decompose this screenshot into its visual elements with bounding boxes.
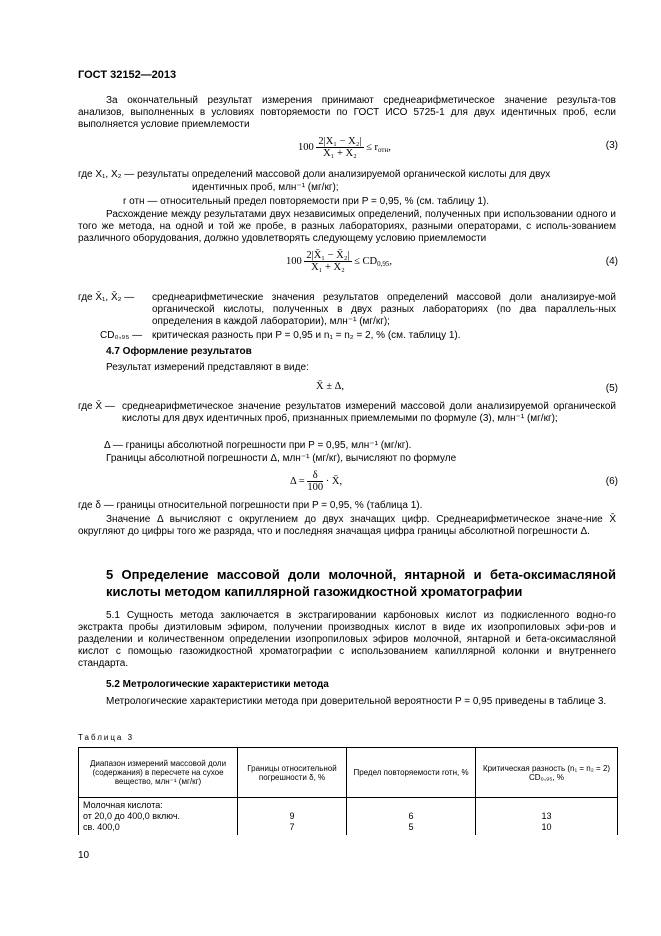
where-x-bar-term: где X̄₁, X̄₂ — xyxy=(78,292,135,303)
table-cell-delta: 7 xyxy=(289,822,295,832)
formula-6-denominator: 100 xyxy=(307,482,324,493)
paragraph-discrepancy: Расхождение между результатами двух независимых определений, полученных при использовании одного и того же метода, на одной и той же пробе, в разных лабораториях, разными операторами, с исполь-зованием различного оборудования, должно удовлетворять следующему условию приемлемости xyxy=(78,209,616,244)
formula-3-prefix: 100 xyxy=(298,141,314,153)
table-cell-cd: 13 xyxy=(541,811,552,821)
paragraph-rounding: Значение Δ вычисляют с округлением до двух значащих цифр. Среднеарифметическое значе-ние X̄ округляют до цифры того же разряда, что и последняя значащая цифра границы абсолютной погрешности Δ. xyxy=(78,514,616,537)
table-header-row xyxy=(79,748,618,798)
formula-4-denominator: X̄₁ + X̄₂ xyxy=(311,262,345,273)
table-cell-delta: 9 xyxy=(289,811,295,821)
formula-4-fraction xyxy=(304,250,351,273)
formula-6-number: (6) xyxy=(605,476,618,487)
table-cell-r: 5 xyxy=(408,822,414,832)
formula-4-numerator: 2|X̄₁ − X̄₂| xyxy=(306,250,350,261)
formula-6 xyxy=(290,470,342,493)
page-number: 10 xyxy=(78,850,90,861)
where-delta: Δ — границы абсолютной погрешности при P = 0,95, млн⁻¹ (мг/кг). xyxy=(104,440,412,451)
where-x-mean-term: где X̄ — xyxy=(78,401,115,412)
where-cd-desc: критическая разность при P = 0,95 и n₁ = n₂ = 2, % (см. таблицу 1). xyxy=(152,330,461,341)
table-caption: Таблица 3 xyxy=(78,733,135,742)
where-cd-term: CD₀,₉₅ — xyxy=(100,330,143,341)
formula-5-number: (5) xyxy=(605,383,618,394)
where-x-bar-desc: среднеарифметические значения результатов определений массовой доли анализируе-мой органической кислоты, полученных в двух разных лабораториях (по два параллель-ных определения в каждой лаборатории), млн⁻¹ (мг/кг); xyxy=(152,292,616,327)
table-header-r: Предел повторяемости rотн, % xyxy=(347,748,476,798)
table-cell-range: св. 400,0 xyxy=(83,822,120,832)
paragraph-result-form: Результат измерений представляют в виде: xyxy=(106,362,309,373)
section-4-7-heading: 4.7 Оформление результатов xyxy=(106,346,252,357)
formula-6-fraction xyxy=(307,470,323,493)
formula-3 xyxy=(298,136,391,159)
where-x1-x2: где X₁, X₂ — результаты определений массовой доли анализируемой органической кислоты для двух xyxy=(78,169,551,180)
paragraph-abs-error: Границы абсолютной погрешности Δ, млн⁻¹ (мг/кг), вычисляют по формуле xyxy=(106,453,457,464)
where-x1-x2-cont: идентичных проб, млн⁻¹ (мг/кг); xyxy=(192,182,339,193)
formula-5: X̄ ± Δ, xyxy=(316,381,344,392)
table-group-label: Молочная кислота: xyxy=(83,800,163,810)
formula-4 xyxy=(286,250,392,273)
formula-3-rhs-sub: отн xyxy=(378,145,389,154)
formula-3-number: (3) xyxy=(605,140,618,151)
paragraph-method-essence: 5.1 Сущность метода заключается в экстрагировании карбоновых кислот из подкисленного водно-го экстракта пробы диэтиловым эфиром, получении производных кислот в виде их изопропиловых эфи-ров и разделении и количественном определении изопропиловых эфиров молочной, янтарной и бета-оксимасляной кислот с помощью газожидкостной хроматографии с использованием капиллярной колонки и внутреннего стандарта. xyxy=(78,610,616,669)
formula-3-fraction xyxy=(316,136,363,159)
table-3 xyxy=(78,747,618,835)
page-header: ГОСТ 32152—2013 xyxy=(78,69,177,81)
formula-4-rhs-sub: 0,95 xyxy=(377,259,390,268)
paragraph-final-result: За окончательный результат измерения принимают среднеарифметическое значение результа-тов анализов, выполненных в условиях повторяемости по ГОСТ ИСО 5725-1 для двух идентичных проб, если выполняется условие приемлемости xyxy=(78,95,616,130)
table-row xyxy=(79,798,618,836)
formula-4-number: (4) xyxy=(605,256,618,267)
formula-3-numerator: 2|X₁ − X₂| xyxy=(318,136,362,147)
formula-3-tail: , xyxy=(388,141,391,153)
formula-6-numerator: δ xyxy=(307,470,323,482)
table-header-delta: Границы относительной погрешности δ, % xyxy=(238,748,347,798)
section-5-2-heading: 5.2 Метрологические характеристики метода xyxy=(106,679,329,690)
formula-3-rhs: ≤ r xyxy=(366,141,379,153)
table-header-cd: Критическая разность (n₁ = n₂ = 2) CD₀,₉₅, % xyxy=(476,748,618,798)
formula-4-rhs: ≤ CD xyxy=(354,255,378,267)
table-cell-cd: 10 xyxy=(541,822,552,832)
formula-4-tail: , xyxy=(389,255,392,267)
paragraph-metrology: Метрологические характеристики метода при доверительной вероятности P = 0,95 приведены в таблице 3. xyxy=(106,696,607,707)
formula-6-lhs: Δ = xyxy=(290,475,305,487)
formula-6-rhs: · X̄, xyxy=(325,475,343,487)
table-header-range: Диапазон измерений массовой доли (содержания) в пересчете на сухое вещество, млн⁻¹ (мг/кг) xyxy=(79,748,238,798)
where-delta-rel: где δ — границы относительной погрешности при P = 0,95, % (таблица 1). xyxy=(78,500,423,511)
where-r-otn: r отн — относительный предел повторяемости при P = 0,95, % (см. таблицу 1). xyxy=(123,196,490,207)
table-cell-range: от 20,0 до 400,0 включ. xyxy=(83,811,181,821)
section-5-heading: 5 Определение массовой доли молочной, янтарной и бета-оксимасляной кислоты методом капиллярной газожидкостной хроматографии xyxy=(106,567,616,599)
where-x-mean-desc: среднеарифметическое значение результатов измерений массовой доли анализируемой органической кислоты для двух идентичных проб, признанных приемлемыми по формуле (3), млн⁻¹ (мг/кг); xyxy=(122,401,616,424)
formula-4-prefix: 100 xyxy=(286,255,302,267)
formula-3-denominator: X₁ + X₂ xyxy=(323,148,357,159)
table-cell-r: 6 xyxy=(408,811,414,821)
